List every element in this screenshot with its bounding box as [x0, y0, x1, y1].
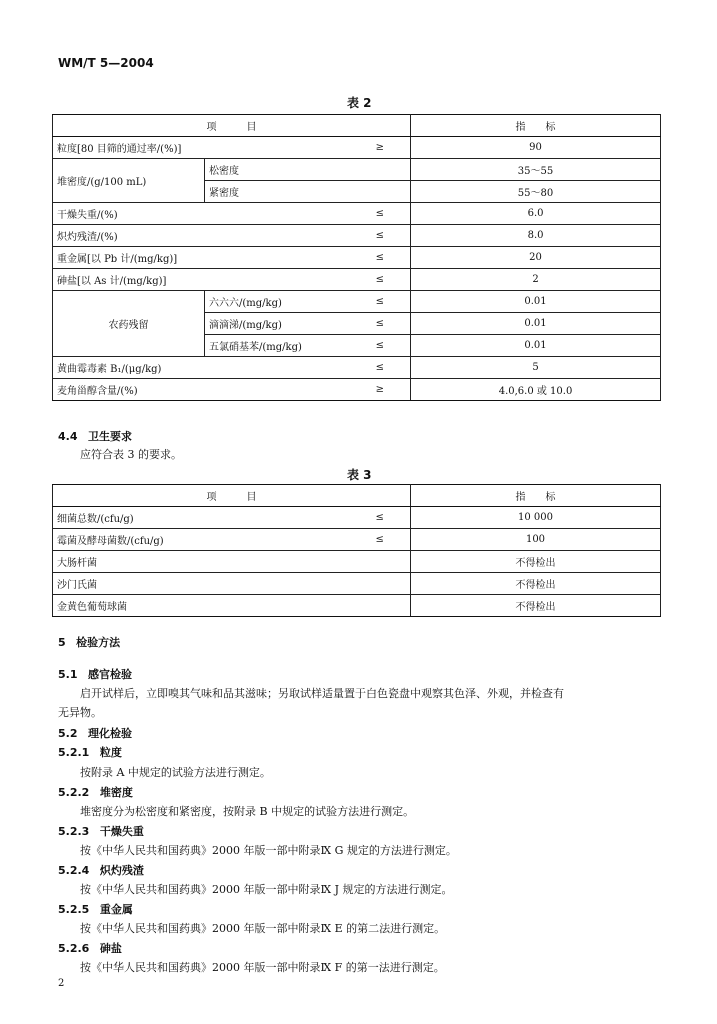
page-number: 2 — [58, 978, 65, 989]
table3-caption: 表 3 — [347, 468, 372, 482]
table3-mold-value: 100 — [411, 529, 661, 551]
table-row — [53, 507, 661, 529]
table2-pcnb-value: 0.01 — [411, 335, 661, 357]
section-5-2-2-heading — [58, 784, 133, 800]
section-5-2-4-title: 炽灼残渣 — [99, 864, 144, 877]
section-5-2-4-num: 5.2.4 — [58, 864, 90, 877]
section-5-2-1-title: 粒度 — [99, 746, 122, 759]
table2-aflatoxin-value: 5 — [411, 357, 661, 379]
table2-header-row — [53, 115, 661, 137]
section-5-2-2-title: 堆密度 — [99, 786, 133, 799]
section-5-2-5-num: 5.2.5 — [58, 903, 90, 916]
table2-heavymetal-sym: ≤ — [350, 247, 411, 269]
table-row — [53, 291, 661, 313]
table-row — [53, 529, 661, 551]
section-5-2-1-text: 按附录 A 中规定的试验方法进行测定。 — [80, 766, 271, 779]
table2-heavymetal-value: 20 — [411, 247, 661, 269]
table2-bulk-label: 堆密度/(g/100 mL) — [53, 159, 205, 203]
table2-aflatoxin-label: 黄曲霉毒素 B₁/(μg/kg) — [53, 357, 350, 379]
section-5-2-6-num: 5.2.6 — [58, 942, 90, 955]
section-5-1-text-line1: 启开试样后，立即嗅其气味和品其滋味；另取试样适量置于白色瓷盘中观察其色泽、外观，并检查有 — [80, 687, 564, 700]
section-5-1-heading — [58, 666, 132, 682]
section-5-2-6-title: 砷盐 — [99, 942, 122, 955]
section-5-heading — [58, 634, 120, 650]
table2-arsenic-label: 砷盐[以 As 计/(mg/kg)] — [53, 269, 350, 291]
table2-head-item: 项 目 — [53, 115, 411, 137]
section-5-2-1-num: 5.2.1 — [58, 746, 90, 759]
table-row — [53, 203, 661, 225]
table2-bulk-loose-value: 35～55 — [411, 159, 661, 181]
table2-ergosterol-label: 麦角甾醇含量/(%) — [53, 379, 350, 401]
table2-ignition-sym: ≤ — [350, 225, 411, 247]
table3 — [52, 484, 661, 617]
table2-bhc-sym: ≤ — [350, 291, 411, 313]
table-row — [53, 357, 661, 379]
table-row — [53, 573, 661, 595]
section-5-2-3-text: 按《中华人民共和国药典》2000 年版一部中附录Ⅸ G 规定的方法进行测定。 — [80, 844, 457, 857]
table2-pcnb-label: 五氯硝基苯/(mg/kg) — [205, 335, 350, 357]
section-5-2-5-title: 重金属 — [99, 903, 133, 916]
clause-4-4-title: 卫生要求 — [88, 430, 132, 443]
table3-salmonella-value: 不得检出 — [411, 573, 661, 595]
section-5-2-title: 理化检验 — [88, 727, 132, 740]
section-5-2-5-text: 按《中华人民共和国药典》2000 年版一部中附录Ⅸ E 的第二法进行测定。 — [80, 922, 446, 935]
table2-caption: 表 2 — [347, 96, 372, 110]
table3-bacteria-value: 10 000 — [411, 507, 661, 529]
table2-fineness-label: 粒度[80 目筛的通过率/(%)] — [53, 137, 350, 159]
table2-bulk-loose-label: 松密度 — [205, 159, 411, 181]
table2-bulk-tight-value: 55～80 — [411, 181, 661, 203]
table2-pcnb-sym: ≤ — [350, 335, 411, 357]
table3-staph-label: 金黄色葡萄球菌 — [53, 595, 411, 617]
table-row — [53, 379, 661, 401]
section-5-1-num: 5.1 — [58, 668, 78, 681]
table2-ignition-value: 8.0 — [411, 225, 661, 247]
section-5-2-6-heading — [58, 940, 122, 956]
section-5-2-6-text: 按《中华人民共和国药典》2000 年版一部中附录Ⅸ F 的第一法进行测定。 — [80, 961, 445, 974]
section-5-num: 5 — [58, 636, 66, 649]
table2-dryloss-sym: ≤ — [350, 203, 411, 225]
table2-heavymetal-label: 重金属[以 Pb 计/(mg/kg)] — [53, 247, 350, 269]
table-row — [53, 551, 661, 573]
section-5-2-3-title: 干燥失重 — [99, 825, 144, 838]
table2-arsenic-value: 2 — [411, 269, 661, 291]
table3-mold-label: 霉菌及酵母菌数/(cfu/g) — [53, 529, 350, 551]
table2-ignition-label: 炽灼残渣/(%) — [53, 225, 350, 247]
table-row — [53, 159, 661, 181]
section-5-1-text-line2: 无异物。 — [58, 706, 102, 719]
table2-dryloss-label: 干燥失重/(%) — [53, 203, 350, 225]
clause-4-4-text: 应符合表 3 的要求。 — [80, 448, 182, 461]
section-5-2-5-heading — [58, 901, 133, 917]
standard-header: WM/T 5—2004 — [58, 56, 154, 70]
clause-4-4-heading — [58, 428, 132, 444]
table2-ddt-value: 0.01 — [411, 313, 661, 335]
table3-header-row — [53, 485, 661, 507]
section-5-1-title: 感官检验 — [88, 668, 132, 681]
table2-aflatoxin-sym: ≤ — [350, 357, 411, 379]
table-row — [53, 137, 661, 159]
table2-arsenic-sym: ≤ — [350, 269, 411, 291]
section-5-2-3-num: 5.2.3 — [58, 825, 90, 838]
table2-fineness-sym: ≥ — [350, 137, 411, 159]
section-5-2-2-text: 堆密度分为松密度和紧密度，按附录 B 中规定的试验方法进行测定。 — [80, 805, 415, 818]
table2-fineness-value: 90 — [411, 137, 661, 159]
section-5-2-num: 5.2 — [58, 727, 78, 740]
table2-pesticide-label: 农药残留 — [53, 291, 205, 357]
table-row — [53, 595, 661, 617]
table3-head-index: 指 标 — [411, 485, 661, 507]
table2-ddt-label: 滴滴涕/(mg/kg) — [205, 313, 350, 335]
table2-ergosterol-value: 4.0,6.0 或 10.0 — [411, 379, 661, 401]
section-5-2-2-num: 5.2.2 — [58, 786, 90, 799]
section-5-2-4-text: 按《中华人民共和国药典》2000 年版一部中附录Ⅸ J 规定的方法进行测定。 — [80, 883, 453, 896]
section-5-2-1-heading — [58, 744, 122, 760]
table-row — [53, 247, 661, 269]
table2-bhc-label: 六六六/(mg/kg) — [205, 291, 350, 313]
section-5-2-heading — [58, 725, 132, 741]
table-row — [53, 269, 661, 291]
table-row — [53, 225, 661, 247]
table2-bhc-value: 0.01 — [411, 291, 661, 313]
table3-salmonella-label: 沙门氏菌 — [53, 573, 411, 595]
table2-bulk-tight-label: 紧密度 — [205, 181, 411, 203]
section-5-2-4-heading — [58, 862, 144, 878]
table3-head-item: 项 目 — [53, 485, 411, 507]
table3-staph-value: 不得检出 — [411, 595, 661, 617]
table3-bacteria-label: 细菌总数/(cfu/g) — [53, 507, 350, 529]
section-5-2-3-heading — [58, 823, 144, 839]
table2-dryloss-value: 6.0 — [411, 203, 661, 225]
table3-bacteria-sym: ≤ — [350, 507, 411, 529]
table2-head-index: 指 标 — [411, 115, 661, 137]
table3-mold-sym: ≤ — [350, 529, 411, 551]
table3-ecoli-label: 大肠杆菌 — [53, 551, 411, 573]
table2-ddt-sym: ≤ — [350, 313, 411, 335]
section-5-title: 检验方法 — [76, 636, 121, 649]
table2-ergosterol-sym: ≥ — [350, 379, 411, 401]
table3-ecoli-value: 不得检出 — [411, 551, 661, 573]
table2 — [52, 114, 661, 401]
clause-4-4-num: 4.4 — [58, 430, 78, 443]
